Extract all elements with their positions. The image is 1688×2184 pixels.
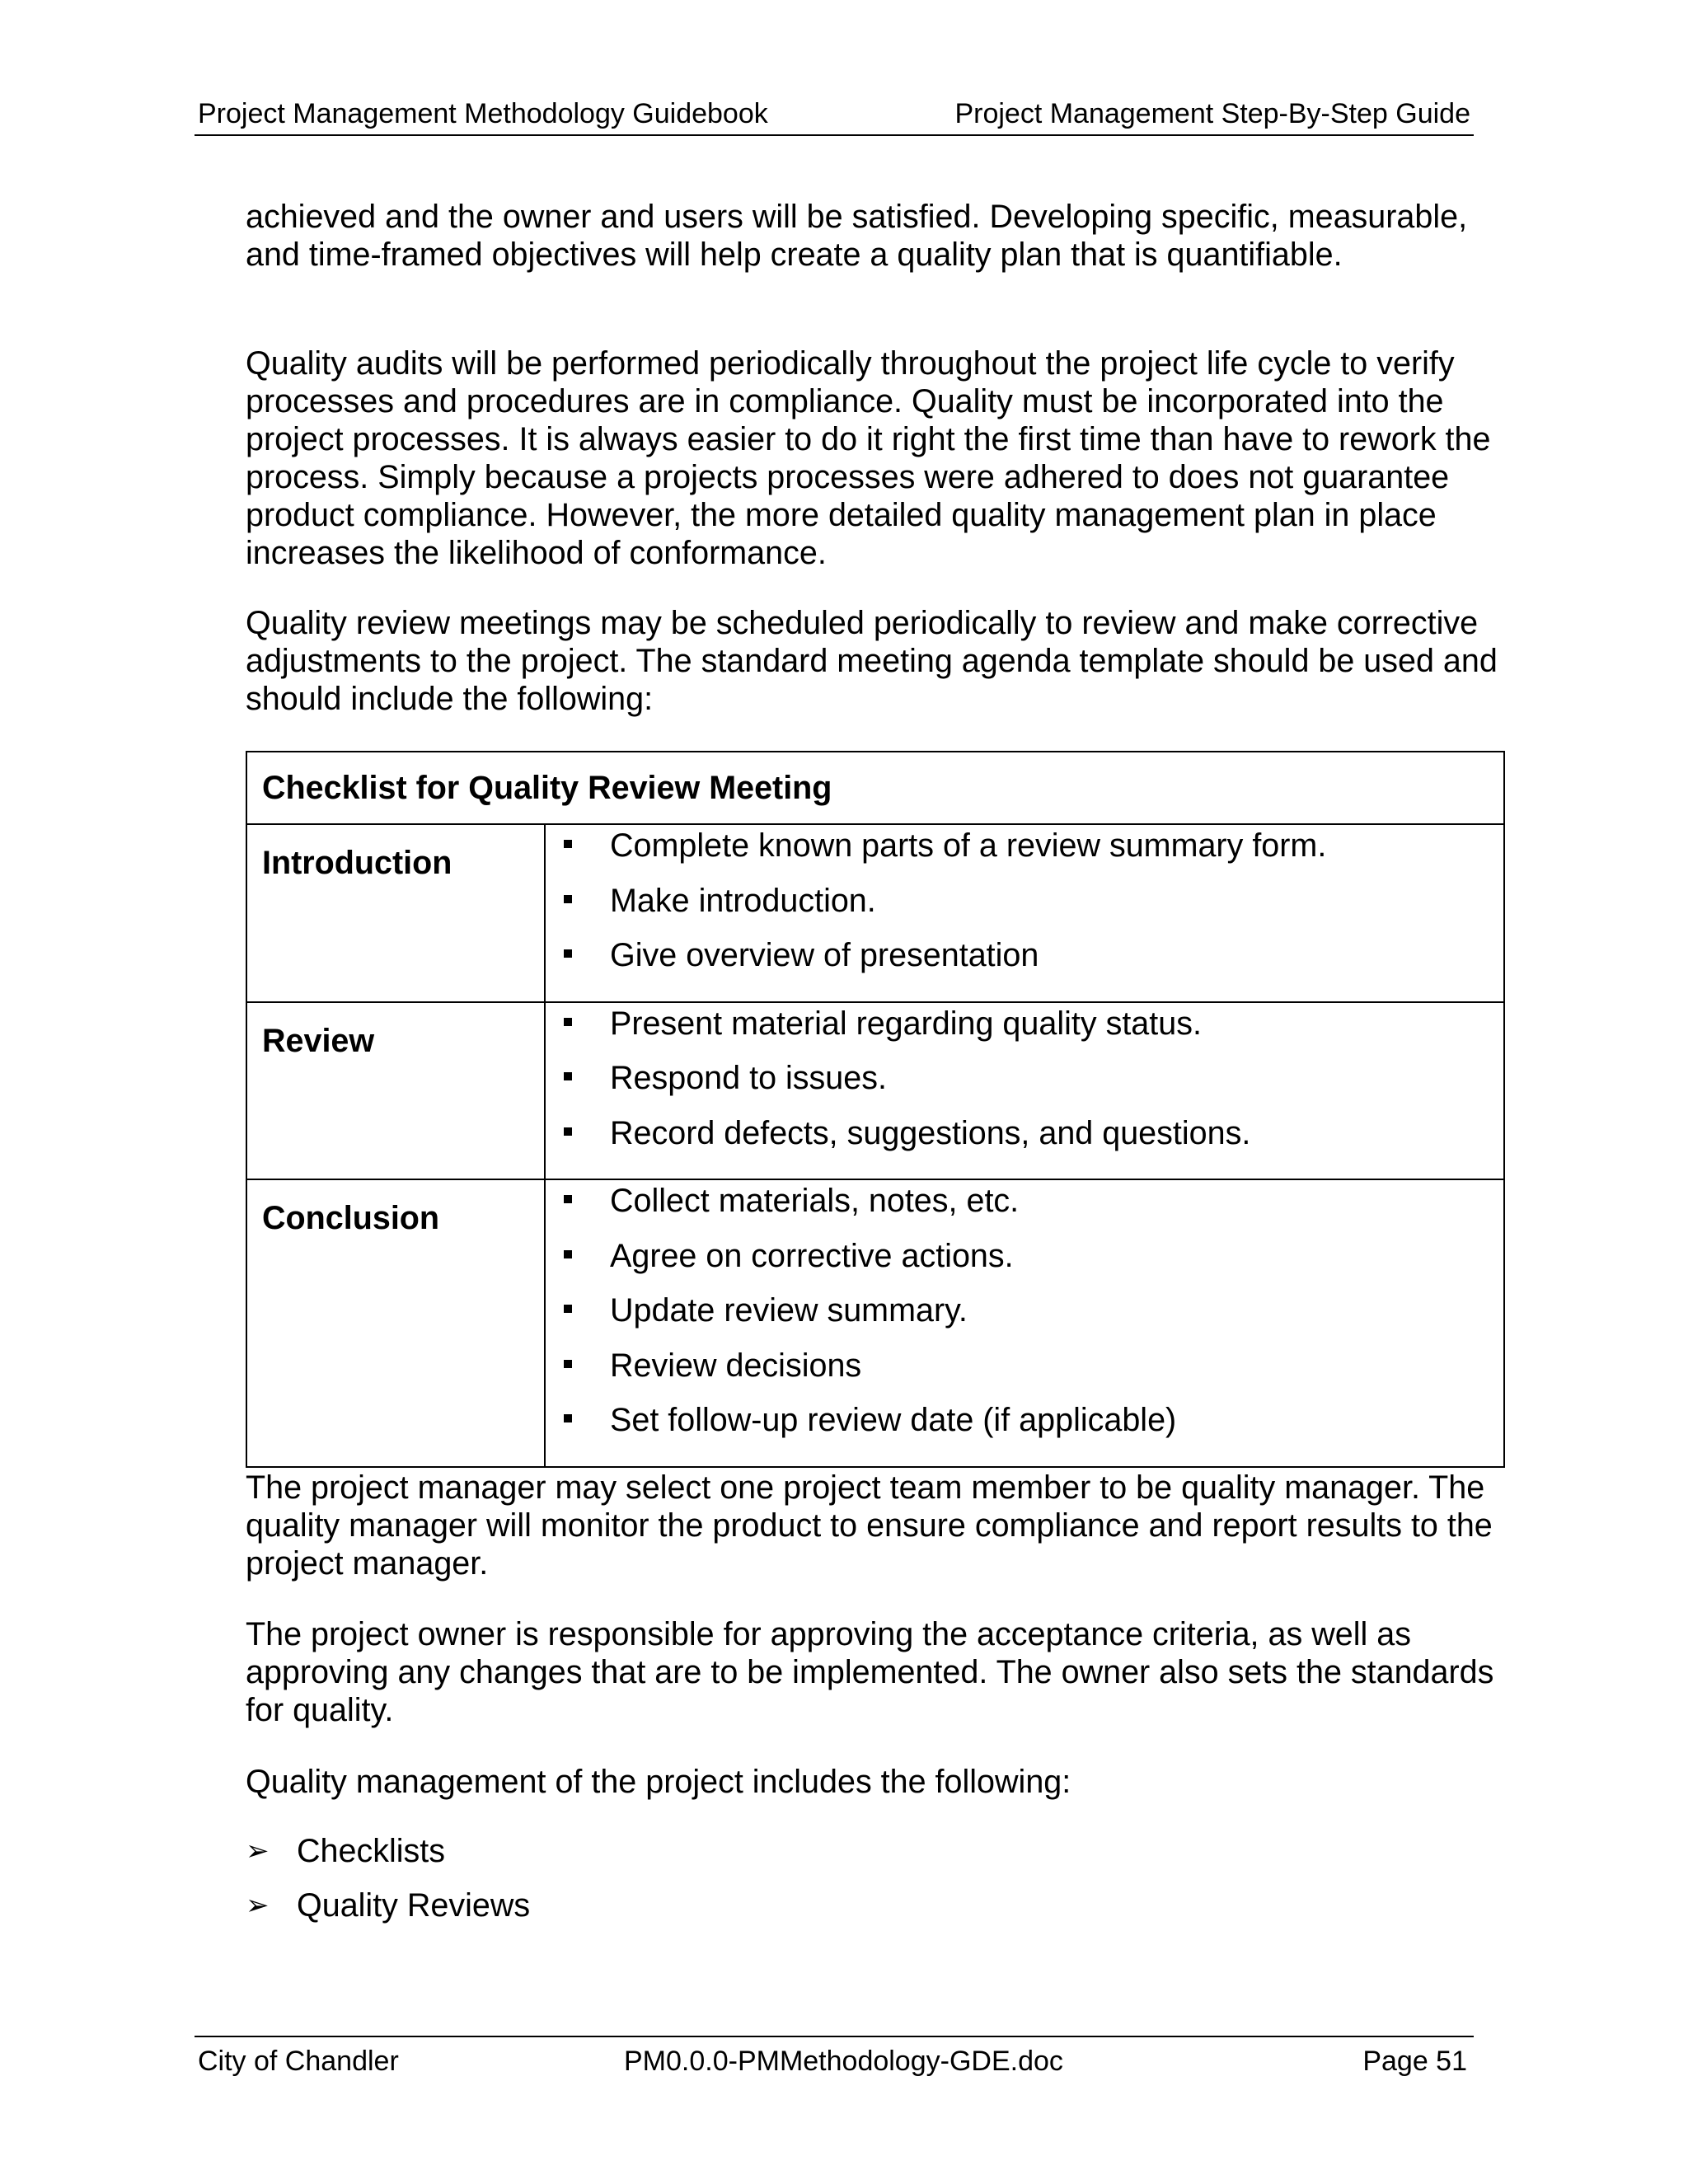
quality-review-checklist-table <box>246 751 1505 1468</box>
square-bullet-icon <box>564 895 572 903</box>
checklist-section-items <box>545 1179 1504 1467</box>
paragraph-objectives: achieved and the owner and users will be satisfied. Developing specific, measurable, and time-framed objectives will help create a quality plan that is quantifiable. <box>246 199 1468 273</box>
checklist-section-label: Introduction <box>246 824 545 1002</box>
page-header <box>195 96 1474 136</box>
header-guidebook-title: Project Management Methodology Guidebook <box>198 98 768 129</box>
checklist-item: Record defects, suggestions, and questions. <box>546 1114 1503 1169</box>
square-bullet-icon <box>564 1305 572 1313</box>
header-guide-title: Project Management Step-By-Step Guide <box>954 98 1470 129</box>
checklist-section-label: Review <box>246 1002 545 1180</box>
checklist-item: Complete known parts of a review summary form. <box>546 827 1503 882</box>
footer-page-number: Page 51 <box>1362 2046 1467 2077</box>
paragraph-quality-review-meetings: Quality review meetings may be scheduled periodically to review and make corrective adjustments to the project. The standard meeting agenda template should be used and should include the following: <box>246 605 1498 717</box>
square-bullet-icon <box>564 1195 572 1203</box>
square-bullet-icon <box>564 949 572 958</box>
footer-filename: PM0.0.0-PMMethodology-GDE.doc <box>624 2046 1063 2077</box>
checklist-item: Collect materials, notes, etc. <box>546 1182 1503 1237</box>
checklist-section-label: Conclusion <box>246 1179 545 1467</box>
checklist-title: Checklist for Quality Review Meeting <box>246 752 1504 824</box>
paragraph-quality-manager: The project manager may select one project team member to be quality manager. The quality manager will monitor the product to ensure compliance and report results to the project manager. <box>246 1469 1493 1582</box>
checklist-item: Present material regarding quality status. <box>546 1005 1503 1060</box>
checklist-title-row <box>246 752 1504 824</box>
paragraph-quality-management-intro: Quality management of the project includes the following: <box>246 1764 1071 1800</box>
arrow-bullet-icon: ➢ <box>246 1835 270 1867</box>
checklist-item: Set follow-up review date (if applicable) <box>546 1401 1503 1456</box>
checklist-item: Agree on corrective actions. <box>546 1237 1503 1292</box>
checklist-section-conclusion <box>246 1179 1504 1467</box>
square-bullet-icon <box>564 1072 572 1080</box>
checklist-item: Respond to issues. <box>546 1059 1503 1114</box>
list-item: ➢ Checklists <box>246 1833 445 1869</box>
footer-organization: City of Chandler <box>198 2046 399 2077</box>
checklist-section-introduction <box>246 824 1504 1002</box>
quality-management-list <box>246 1832 530 1941</box>
square-bullet-icon <box>564 1414 572 1422</box>
square-bullet-icon <box>564 1018 572 1026</box>
square-bullet-icon <box>564 1250 572 1258</box>
checklist-section-items <box>545 824 1504 1002</box>
checklist-section-review <box>246 1002 1504 1180</box>
arrow-bullet-icon: ➢ <box>246 1890 270 1921</box>
checklist-item: Review decisions <box>546 1347 1503 1402</box>
square-bullet-icon <box>564 1127 572 1136</box>
page-footer <box>195 2036 1474 2075</box>
checklist-item: Update review summary. <box>546 1291 1503 1347</box>
paragraph-quality-audits: Quality audits will be performed periodically throughout the project life cycle to verify processes and procedures are in compliance. Quality must be incorporated into the project processes. It is always easier to do it right the first time than have to rework the process. Simply because a projects processes were adhered to does not guarantee product compliance. However, the more detailed quality management plan in place increases the likelihood of conformance. <box>246 345 1491 571</box>
checklist-item: Make introduction. <box>546 882 1503 937</box>
checklist-section-items <box>545 1002 1504 1180</box>
paragraph-project-owner: The project owner is responsible for approving the acceptance criteria, as well as approving any changes that are to be implemented. The owner also sets the standards for quality. <box>246 1616 1494 1728</box>
checklist-item: Give overview of presentation <box>546 936 1503 991</box>
square-bullet-icon <box>564 1360 572 1368</box>
square-bullet-icon <box>564 840 572 848</box>
list-item: ➢ Quality Reviews <box>246 1887 531 1924</box>
